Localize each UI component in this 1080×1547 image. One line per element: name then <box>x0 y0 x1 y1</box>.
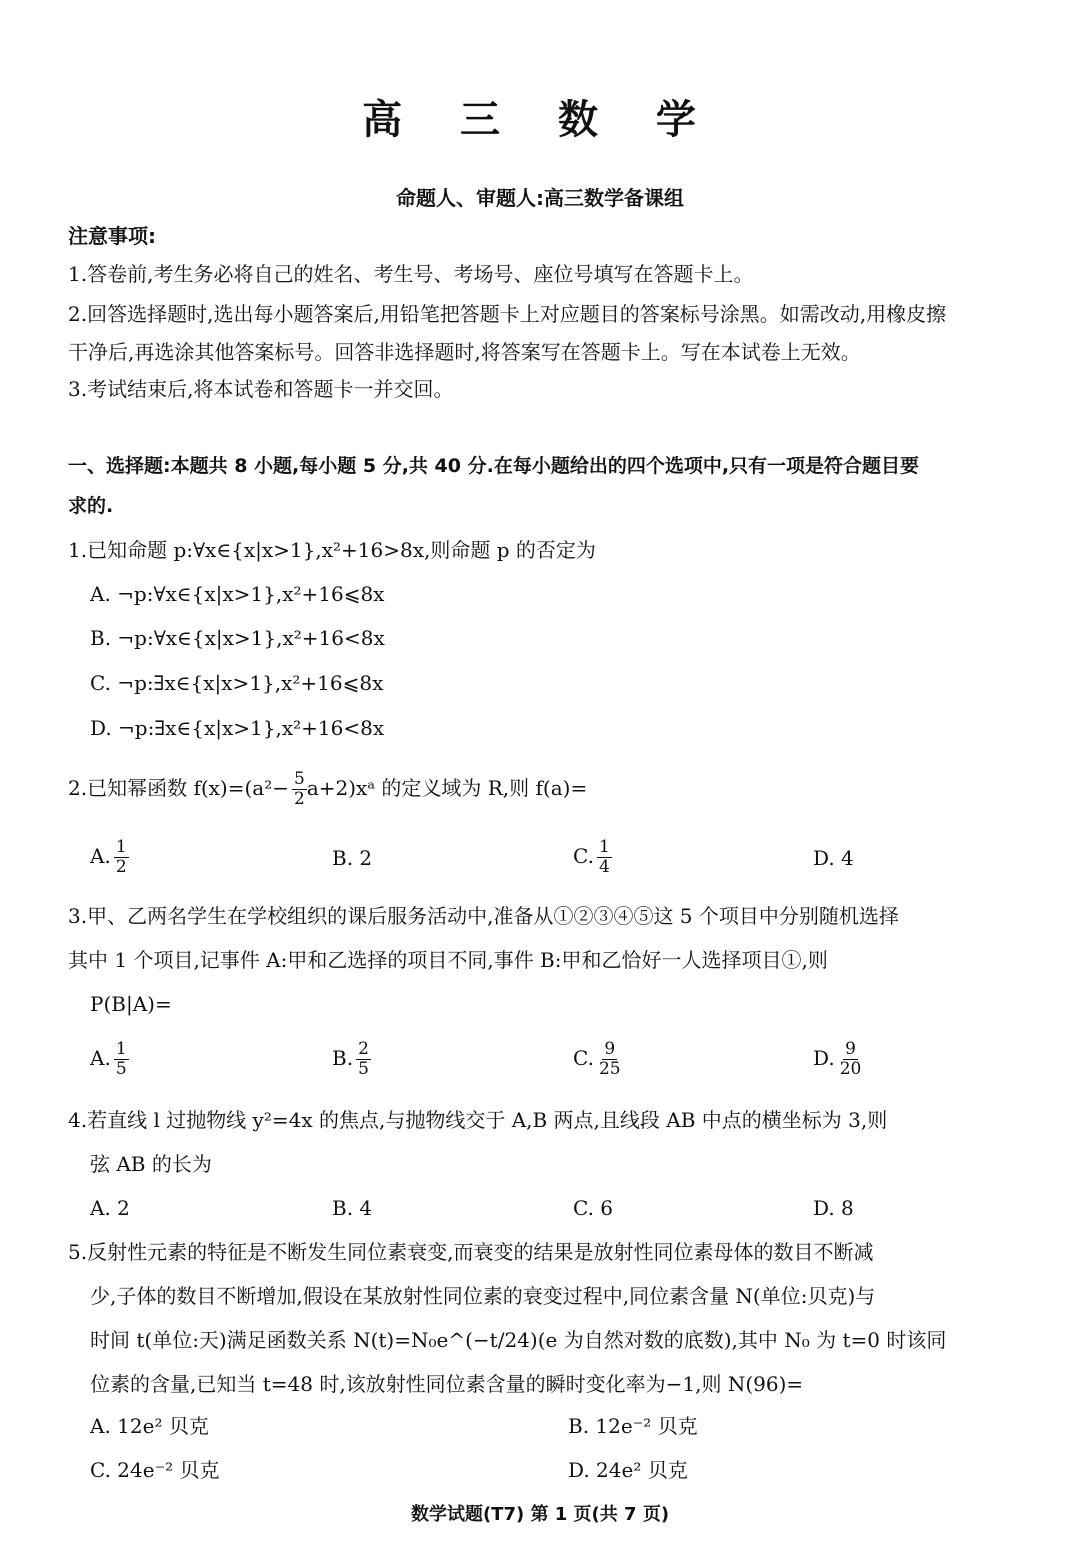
question-2-option-a <box>90 838 129 877</box>
question-3-line-2: 其中 1 个项目,记事件 A:甲和乙选择的项目不同,事件 B:甲和乙恰好一人选择项目①,则 <box>68 948 828 972</box>
question-4-option-a: A. 2 <box>90 1196 130 1220</box>
question-5-option-d: D. 24e² 贝克 <box>568 1458 688 1482</box>
option-label: C. <box>573 1046 594 1070</box>
question-5-option-b: B. 12e⁻² 贝克 <box>568 1414 698 1438</box>
question-2-option-c <box>573 838 612 877</box>
fraction-numerator: 9 <box>604 1039 616 1059</box>
option-fraction <box>114 838 129 877</box>
fraction-denominator: 2 <box>115 857 127 877</box>
note-item-3: 3.考试结束后,将本试卷和答题卡一并交回。 <box>68 377 454 401</box>
question-4-option-b: B. 4 <box>332 1196 373 1220</box>
page-title: 高 三 数 学 <box>362 97 718 143</box>
fraction-numerator: 1 <box>598 837 610 857</box>
question-3-option-c <box>573 1040 623 1079</box>
question-1-stem: 1.已知命题 p:∀x∈{x|x>1},x²+16>8x,则命题 p 的否定为 <box>68 538 596 562</box>
question-2-stem-fraction <box>292 770 307 809</box>
question-1-option-d: D. ¬p:∃x∈{x|x>1},x²+16<8x <box>90 716 385 740</box>
option-label: D. <box>813 1046 835 1070</box>
option-label: C. <box>573 844 594 868</box>
question-3-option-a <box>90 1040 129 1079</box>
question-2-stem-after: a+2)xᵃ 的定义域为 R,则 f(a)= <box>306 776 588 800</box>
fraction-denominator: 5 <box>115 1059 127 1079</box>
fraction-numerator: 9 <box>845 1039 856 1059</box>
fraction-denominator: 4 <box>598 857 610 877</box>
question-1-option-a: A. ¬p:∀x∈{x|x>1},x²+16⩽8x <box>90 582 385 606</box>
fraction-denominator: 25 <box>598 1059 621 1079</box>
option-fraction <box>356 1040 371 1079</box>
question-3-option-b <box>332 1040 371 1079</box>
question-3-option-d <box>813 1040 863 1079</box>
question-2-option-b: B. 2 <box>332 846 373 870</box>
authors-line: 命题人、审题人:高三数学备课组 <box>396 186 684 210</box>
question-5-option-c: C. 24e⁻² 贝克 <box>90 1458 220 1482</box>
option-label: B. <box>332 1046 354 1070</box>
section-1-heading-line-2: 求的. <box>68 495 114 517</box>
note-item-2-line-2: 干净后,再选涂其他答案标号。回答非选择题时,将答案写在答题卡上。写在本试卷上无效。 <box>68 340 861 364</box>
page-footer: 数学试题(T7) 第 1 页(共 7 页) <box>410 1504 670 1525</box>
question-2-stem <box>68 770 587 809</box>
question-5-line-1: 5.反射性元素的特征是不断发生同位素衰变,而衰变的结果是放射性同位素母体的数目不断减 <box>68 1240 874 1264</box>
option-label: A. <box>90 844 111 868</box>
question-4-option-c: C. 6 <box>573 1196 614 1220</box>
fraction-numerator: 5 <box>294 769 305 789</box>
section-1-heading-line-1: 一、选择题:本题共 8 小题,每小题 5 分,共 40 分.在每小题给出的四个选项中,只有一项是符合题目要 <box>68 455 920 477</box>
fraction-numerator: 1 <box>115 1039 127 1059</box>
fraction-numerator: 2 <box>358 1039 369 1059</box>
note-item-1: 1.答卷前,考生务必将自己的姓名、考生号、考场号、座位号填写在答题卡上。 <box>68 262 754 286</box>
option-fraction <box>597 1040 623 1079</box>
option-fraction <box>114 1040 129 1079</box>
note-item-2-line-1: 2.回答选择题时,选出每小题答案后,用铅笔把答题卡上对应题目的答案标号涂黑。如需改动,用橡皮擦 <box>68 302 947 326</box>
option-label: A. <box>90 1046 111 1070</box>
fraction-denominator: 2 <box>294 789 305 809</box>
notes-heading: 注意事项: <box>68 224 156 248</box>
fraction-denominator: 20 <box>839 1059 862 1079</box>
question-4-line-1: 4.若直线 l 过抛物线 y²=4x 的焦点,与抛物线交于 A,B 两点,且线段 AB 中点的横坐标为 3,则 <box>68 1108 888 1132</box>
question-2-option-d: D. 4 <box>813 846 854 870</box>
question-4-option-d: D. 8 <box>813 1196 854 1220</box>
fraction-numerator: 1 <box>115 837 127 857</box>
question-5-line-3: 时间 t(单位:天)满足函数关系 N(t)=N₀e^(−t/24)(e 为自然对数的底数),其中 N₀ 为 t=0 时该同 <box>90 1328 947 1352</box>
question-1-option-c: C. ¬p:∃x∈{x|x>1},x²+16⩽8x <box>90 671 384 695</box>
question-1-option-b: B. ¬p:∀x∈{x|x>1},x²+16<8x <box>90 626 385 650</box>
question-4-line-2: 弦 AB 的长为 <box>90 1152 212 1176</box>
question-5-line-2: 少,子体的数目不断增加,假设在某放射性同位素的衰变过程中,同位素含量 N(单位:贝克)与 <box>90 1284 876 1308</box>
question-3-line-1: 3.甲、乙两名学生在学校组织的课后服务活动中,准备从①②③④⑤这 5 个项目中分别随机选择 <box>68 904 899 928</box>
question-5-option-a: A. 12e² 贝克 <box>90 1414 209 1438</box>
question-5-line-4: 位素的含量,已知当 t=48 时,该放射性同位素含量的瞬时变化率为−1,则 N(96)= <box>90 1372 804 1396</box>
option-fraction <box>597 838 612 877</box>
fraction-denominator: 5 <box>358 1059 369 1079</box>
option-fraction <box>838 1040 864 1079</box>
question-3-line-3: P(B|A)= <box>90 992 172 1016</box>
question-2-stem-before: 2.已知幂函数 f(x)=(a²− <box>68 776 289 800</box>
